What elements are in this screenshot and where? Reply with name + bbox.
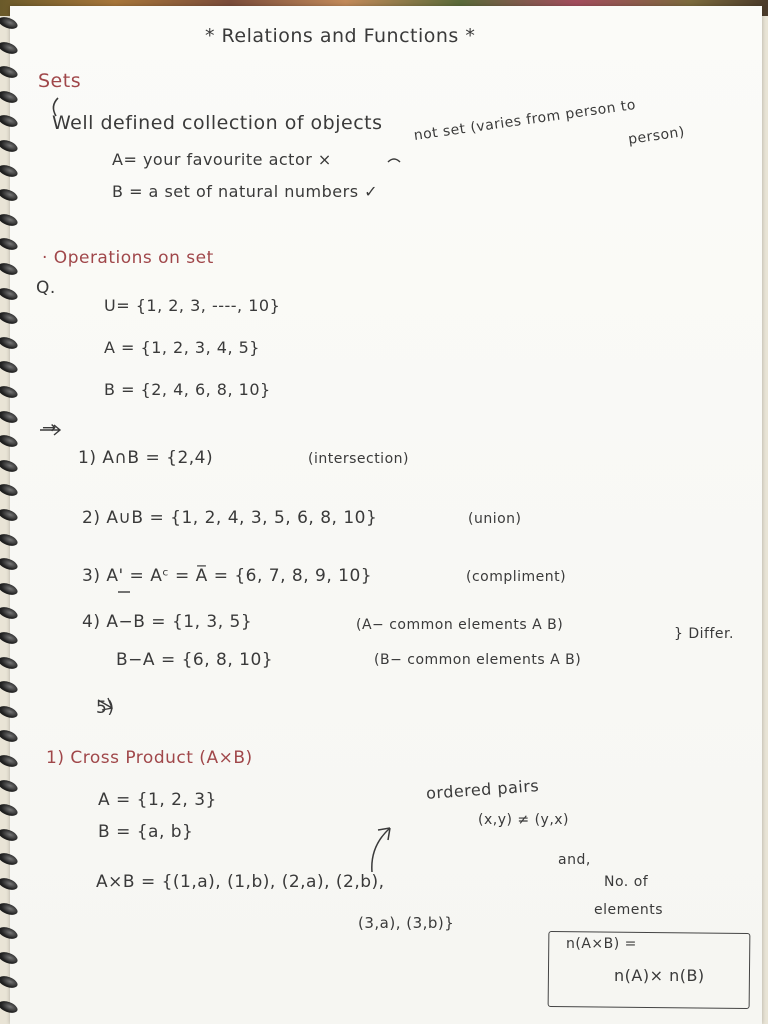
item-five-label: 5) xyxy=(96,698,115,718)
arrow-stroke xyxy=(40,425,60,435)
item-five-arrow xyxy=(98,698,112,710)
difference-a-b-line: 4) A−B = {1, 3, 5} xyxy=(82,612,253,632)
arrow-mark: → xyxy=(42,418,57,438)
cross-product-result-1: A×B = {(1,a), (1,b), (2,a), (2,b), xyxy=(96,872,385,892)
count-label-1: No. of xyxy=(604,874,649,890)
cross-product-result-2: (3,a), (3,b)} xyxy=(358,914,455,932)
difference-a-b-note: (A− common elements A B) xyxy=(356,617,564,633)
question-label: Q. xyxy=(36,278,56,298)
formula-line-1: n(A×B) = xyxy=(566,936,637,952)
difference-label: } Differ. xyxy=(674,626,734,642)
complement-line: 3) A' = Aᶜ = A̅ = {6, 7, 8, 9, 10} xyxy=(82,566,373,586)
cross-set-a: A = {1, 2, 3} xyxy=(98,790,217,810)
intersection-line: 1) A∩B = {2,4) xyxy=(78,448,214,468)
set-example: B = a set of natural numbers ✓ xyxy=(112,182,379,201)
difference-b-a-line: B−A = {6, 8, 10} xyxy=(116,650,274,670)
set-definition: Well defined collection of objects xyxy=(52,112,383,134)
ordered-pairs-note: (x,y) ≠ (y,x) xyxy=(478,812,570,828)
operations-heading: · Operations on set xyxy=(42,248,214,268)
not-set-example: A= your favourite actor × xyxy=(112,150,332,169)
not-set-note-cont: person) xyxy=(627,124,686,148)
complement-note: (compliment) xyxy=(466,569,567,585)
not-set-arrow xyxy=(388,159,400,162)
ordered-pairs-label: ordered pairs xyxy=(425,776,540,803)
and-label: and, xyxy=(558,852,591,868)
union-note: (union) xyxy=(468,511,522,527)
sets-heading: Sets xyxy=(38,70,82,92)
cross-product-heading: 1) Cross Product (A×B) xyxy=(46,748,253,768)
formula-line-2: n(A)× n(B) xyxy=(614,966,705,985)
not-set-note: not set (varies from person to xyxy=(412,96,637,144)
union-line: 2) A∪B = {1, 2, 4, 3, 5, 6, 8, 10} xyxy=(82,508,378,528)
set-b: B = {2, 4, 6, 8, 10} xyxy=(104,380,271,399)
page-title: * Relations and Functions * xyxy=(205,25,476,47)
count-label-2: elements xyxy=(594,902,664,918)
brace-stroke xyxy=(53,98,58,116)
ordered-pairs-arrow xyxy=(372,828,390,872)
universal-set: U= {1, 2, 3, ----, 10} xyxy=(104,296,281,315)
difference-b-a-note: (B− common elements A B) xyxy=(374,652,582,668)
intersection-note: (intersection) xyxy=(308,451,409,467)
cross-set-b: B = {a, b} xyxy=(98,822,194,842)
set-a: A = {1, 2, 3, 4, 5} xyxy=(104,338,260,357)
